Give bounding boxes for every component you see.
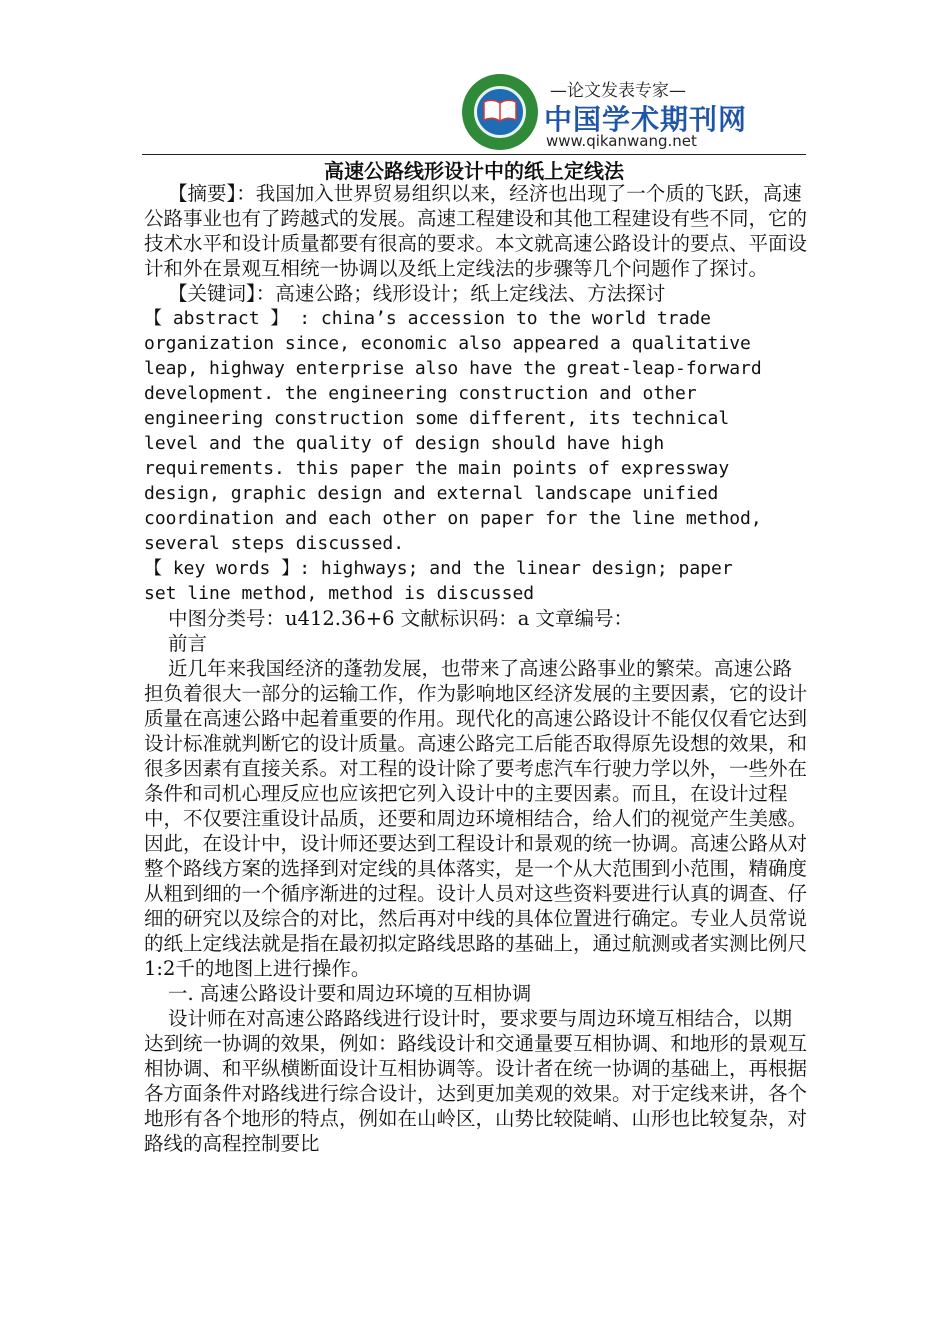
preface-paragraph: 近几年来我国经济的蓬勃发展，也带来了高速公路事业的繁荣。高速公路担负着很大一部分的运输工作，作为影响地区经济发展的主要因素，它的设计质量在高速公路中起着重要的作用。现代化的高速公路设计不能仅仅看它达到设计标准就判断它的设计质量。高速公路完工后能否取得原先设想的效果，和很多因素有直接关系。对工程的设计除了要考虑汽车行驶力学以外，一些外在条件和司机心理反应也应该把它列入设计中的主要因素。而且，在设计过程中，不仅要注重设计品质，还要和周边环境相结合，给人们的视觉产生美感。因此，在设计中，设计师还要达到工程设计和景观的统一协调。高速公路从对整个路线方案的选择到对定线的具体落实，是一个从大范围到小范围，精确度从粗到细的一个循序渐进的过程。设计人员对这些资料要进行认真的调查、仔细的研究以及综合的对比，然后再对中线的具体位置进行确定。专业人员常说的纸上定线法就是指在最初拟定路线思路的基础上，通过航测或者实测比例尺1:2千的地图上进行操作。 [144,657,808,980]
article-title: 高速公路线形设计中的纸上定线法 [324,159,624,183]
article-body [144,181,808,1156]
section-1-paragraph: 设计师在对高速公路路线进行设计时，要求要与周边环境互相结合，以期达到统一协调的效果，例如：路线设计和交通量要互相协调、和地形的景观互相协调、和平纵横断面设计互相协调等。设计者在统一协调的基础上，再根据各方面条件对路线进行综合设计，达到更加美观的效果。对于定线来讲，各个地形有各个地形的特点，例如在山岭区，山势比较陡峭、山形也比较复杂，对路线的高程控制要比 [144,1007,808,1155]
logo-brand: 中国学术期刊网 [544,103,748,136]
logo-url: www.qikanwang.net [546,132,697,150]
header-rule [142,154,806,155]
keywords-en: 【 key words 】: highways; and the linear design; paper set line method, method is discussed [144,558,733,604]
seal-icon [462,74,538,150]
open-book-icon [482,98,518,124]
journal-logo [462,74,748,154]
section-1-heading: 一. 高速公路设计要和周边环境的互相协调 [168,982,532,1005]
preface-heading: 前言 [168,632,208,655]
abstract-en: 【 abstract 】 : china’s accession to the world trade organization since, economic also appeared a qualitative leap, highway enterprise also have the great-leap-forward development. the engineering construction and other engineering construction some different, its technical level and the quality of design should have high requirements. this paper the main points of expressway design, graphic design and external landscape unified coordination and each other on paper for the line method, several steps discussed. [144,308,762,554]
logo-slogan: —论文发表专家— [550,81,686,101]
keywords-cn: 【关键词】：高速公路；线形设计；纸上定线法、方法探讨 [168,282,666,305]
abstract-cn: 【摘要】：我国加入世界贸易组织以来，经济也出现了一个质的飞跃，高速公路事业也有了跨越式的发展。高速工程建设和其他工程建设有些不同，它的技术水平和设计质量都要有很高的要求。本文就高速公路设计的要点、平面设计和外在景观互相统一协调以及纸上定线法的步骤等几个问题作了探讨。 [144,182,808,280]
classification-line: 中图分类号：u412.36+6 文献标识码：a 文章编号： [168,607,634,630]
